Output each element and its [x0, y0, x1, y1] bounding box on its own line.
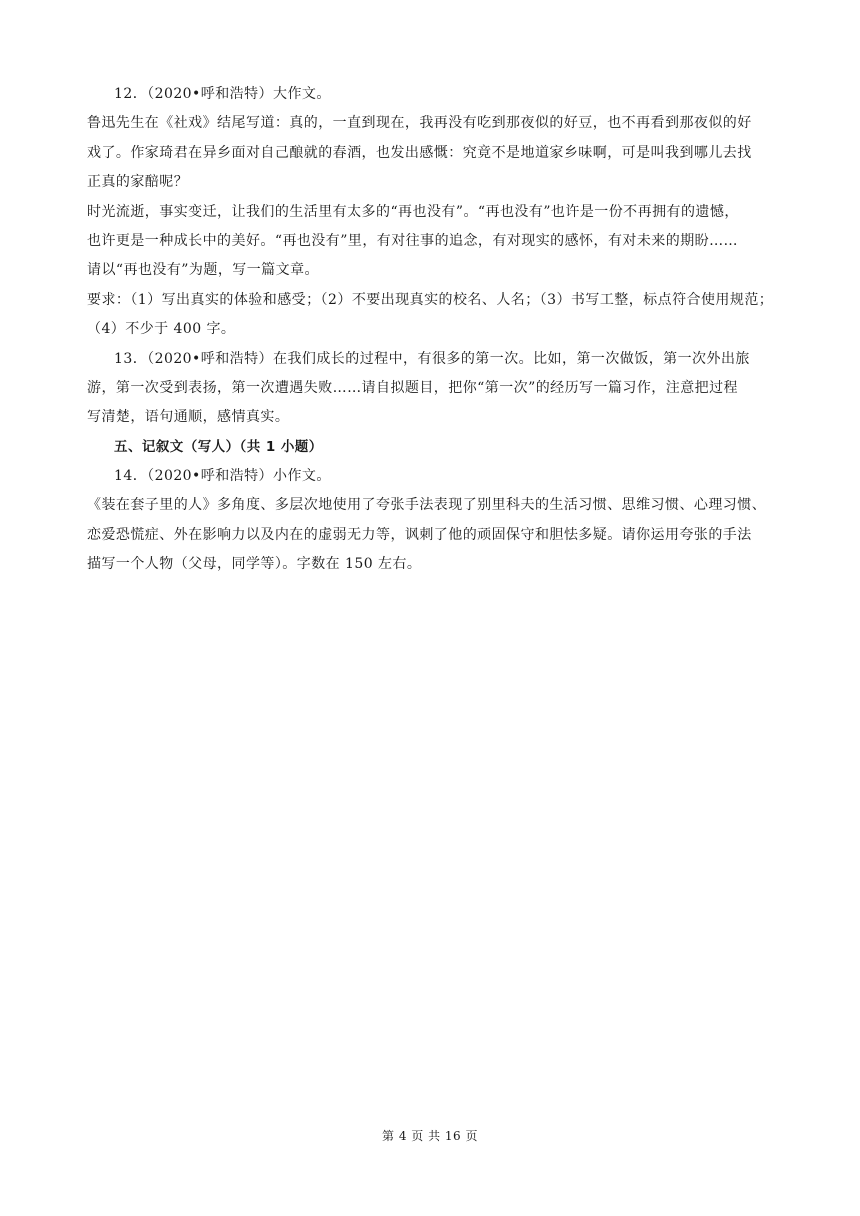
- question-12-line-6: 请以“再也没有”为题，写一篇文章。: [87, 262, 319, 279]
- question-12-line-5: 也许更是一种成长中的美好。“再也没有”里，有对往事的追念，有对现实的感怀，有对未来的期盼……: [87, 232, 739, 249]
- page-footer: 第 4 页 共 16 页: [382, 1129, 478, 1143]
- question-12-line-1: 鲁迅先生在《社戏》结尾写道：真的，一直到现在，我再没有吃到那夜似的好豆，也不再看到那夜似的好: [87, 115, 752, 132]
- question-12-line-3: 正真的家醅呢？: [87, 174, 189, 191]
- question-14-line-3: 描写一个人物（父母，同学等）。字数在 150 左右。: [87, 556, 422, 573]
- question-12-line-2: 戏了。作家琦君在异乡面对自己酿就的春酒，也发出感慨：究竟不是地道家乡味啊，可是叫我到哪儿去找: [87, 144, 752, 161]
- question-13-line-1: 13．（2020•呼和浩特）在我们成长的过程中，有很多的第一次。比如，第一次做饭，第一次外出旅: [114, 350, 750, 367]
- question-13-line-3: 写清楚，语句通顺，感情真实。: [87, 409, 290, 426]
- question-14-heading: 14．（2020•呼和浩特）小作文。: [114, 468, 331, 485]
- question-12-line-8: （4）不少于 400 字。: [87, 321, 236, 338]
- question-12-line-4: 时光流逝，事实变迁，让我们的生活里有太多的“再也没有”。“再也没有”也许是一份不再拥有的遗憾，: [87, 203, 739, 220]
- section-heading: 五、记叙文（写人）（共 1 小题）: [114, 438, 323, 455]
- question-14-line-1: 《装在套子里的人》多角度、多层次地使用了夸张手法表现了别里科夫的生活习惯、思维习惯、心理习惯、: [87, 497, 767, 514]
- question-13-line-2: 游，第一次受到表扬，第一次遭遇失败……请自拟题目，把你“第一次”的经历写一篇习作，注意把过程: [87, 379, 739, 396]
- question-12-line-7: 要求：（1）写出真实的体验和感受；（2）不要出现真实的校名、人名；（3）书写工整，标点符合使用规范；: [87, 291, 774, 308]
- question-14-line-2: 恋爱恐慌症、外在影响力以及内在的虚弱无力等，讽刺了他的顽固保守和胆怯多疑。请你运用夸张的手法: [87, 526, 752, 543]
- document-page: [87, 84, 787, 584]
- question-12-heading: 12．（2020•呼和浩特）大作文。: [114, 86, 331, 102]
